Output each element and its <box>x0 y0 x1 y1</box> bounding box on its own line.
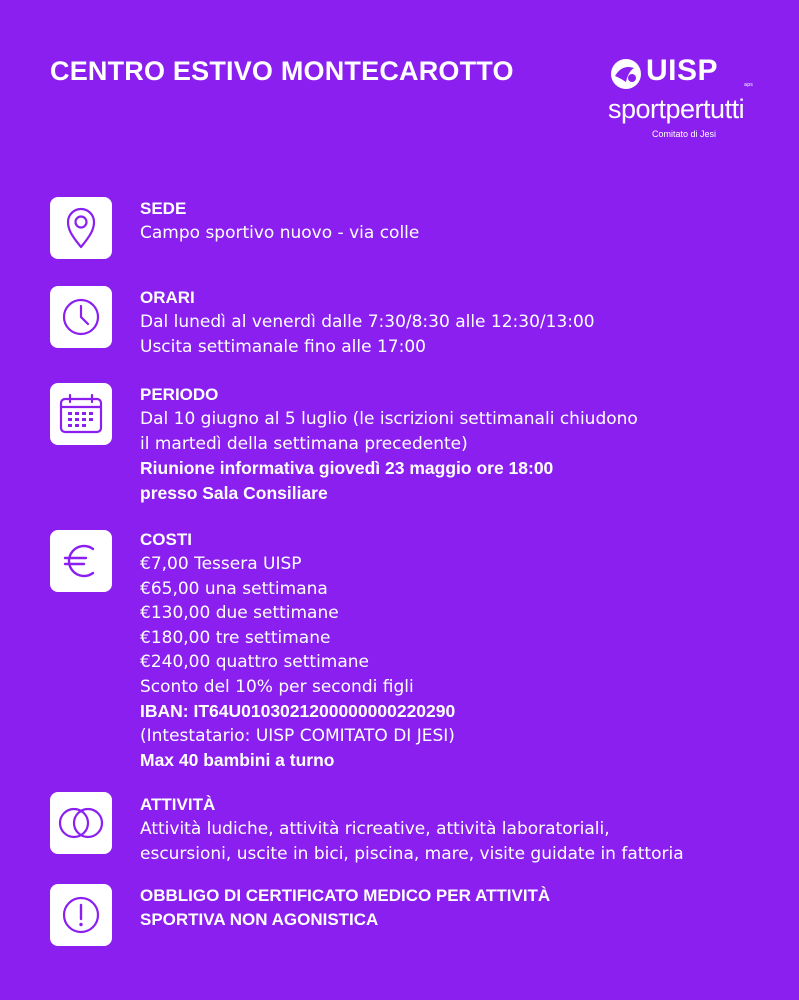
overlapping-circles-icon <box>50 792 112 854</box>
section-heading: SEDE <box>140 199 187 218</box>
logo-committee: Comitato di Jesi <box>652 129 717 139</box>
logo-uisp-text: UISP <box>646 54 719 87</box>
price-line: €240,00 quattro settimane <box>140 652 370 672</box>
max-children: Max 40 bambini a turno <box>140 750 335 770</box>
exclamation-circle-icon <box>50 884 112 946</box>
iban: IBAN: IT64U0103021200000000220290 <box>140 701 456 721</box>
section-line: Attività ludiche, attività ricreative, attività laboratoriali, <box>140 819 610 839</box>
euro-icon <box>50 530 112 592</box>
price-line: €180,00 tre settimane <box>140 627 331 648</box>
certificate-notice: OBBLIGO DI CERTIFICATO MEDICO PER ATTIVITÀ <box>140 886 551 905</box>
section-heading: COSTI <box>140 530 192 549</box>
uisp-logo <box>606 54 756 144</box>
price-line: €7,00 Tessera UISP <box>140 554 302 574</box>
price-line: €65,00 una settimana <box>140 578 328 599</box>
section-line: Dal 10 giugno al 5 luglio (le iscrizioni settimanali chiudono <box>140 409 638 429</box>
meeting-location: presso Sala Consiliare <box>140 482 328 503</box>
page-title: CENTRO ESTIVO MONTECAROTTO <box>50 56 514 86</box>
calendar-icon <box>50 383 112 445</box>
section-heading: PERIODO <box>140 385 219 404</box>
section-line: il martedì della settimana precedente) <box>140 433 468 454</box>
uisp-mark-icon <box>606 54 646 94</box>
section-line: Uscita settimanale fino alle 17:00 <box>140 336 426 357</box>
logo-tagline: sportpertutti <box>608 94 745 124</box>
section-line: Dal lunedì al venerdì dalle 7:30/8:30 alle 12:30/13:00 <box>140 312 595 332</box>
section-heading: ORARI <box>140 288 195 307</box>
meeting-info: Riunione informativa giovedì 23 maggio ore 18:00 <box>140 458 554 478</box>
logo-aps-text: aps <box>744 82 753 88</box>
certificate-notice-line2: SPORTIVA NON AGONISTICA <box>140 910 379 929</box>
price-line: €130,00 due settimane <box>140 603 339 623</box>
account-holder: (Intestatario: UISP COMITATO DI JESI) <box>140 725 455 746</box>
section-line: Campo sportivo nuovo - via colle <box>140 223 420 243</box>
discount-line: Sconto del 10% per secondi figli <box>140 676 414 697</box>
clock-icon <box>50 286 112 348</box>
section-heading: ATTIVITÀ <box>140 795 216 814</box>
section-line: escursioni, uscite in bici, piscina, mare, visite guidate in fattoria <box>140 843 684 864</box>
location-pin-icon <box>50 197 112 259</box>
